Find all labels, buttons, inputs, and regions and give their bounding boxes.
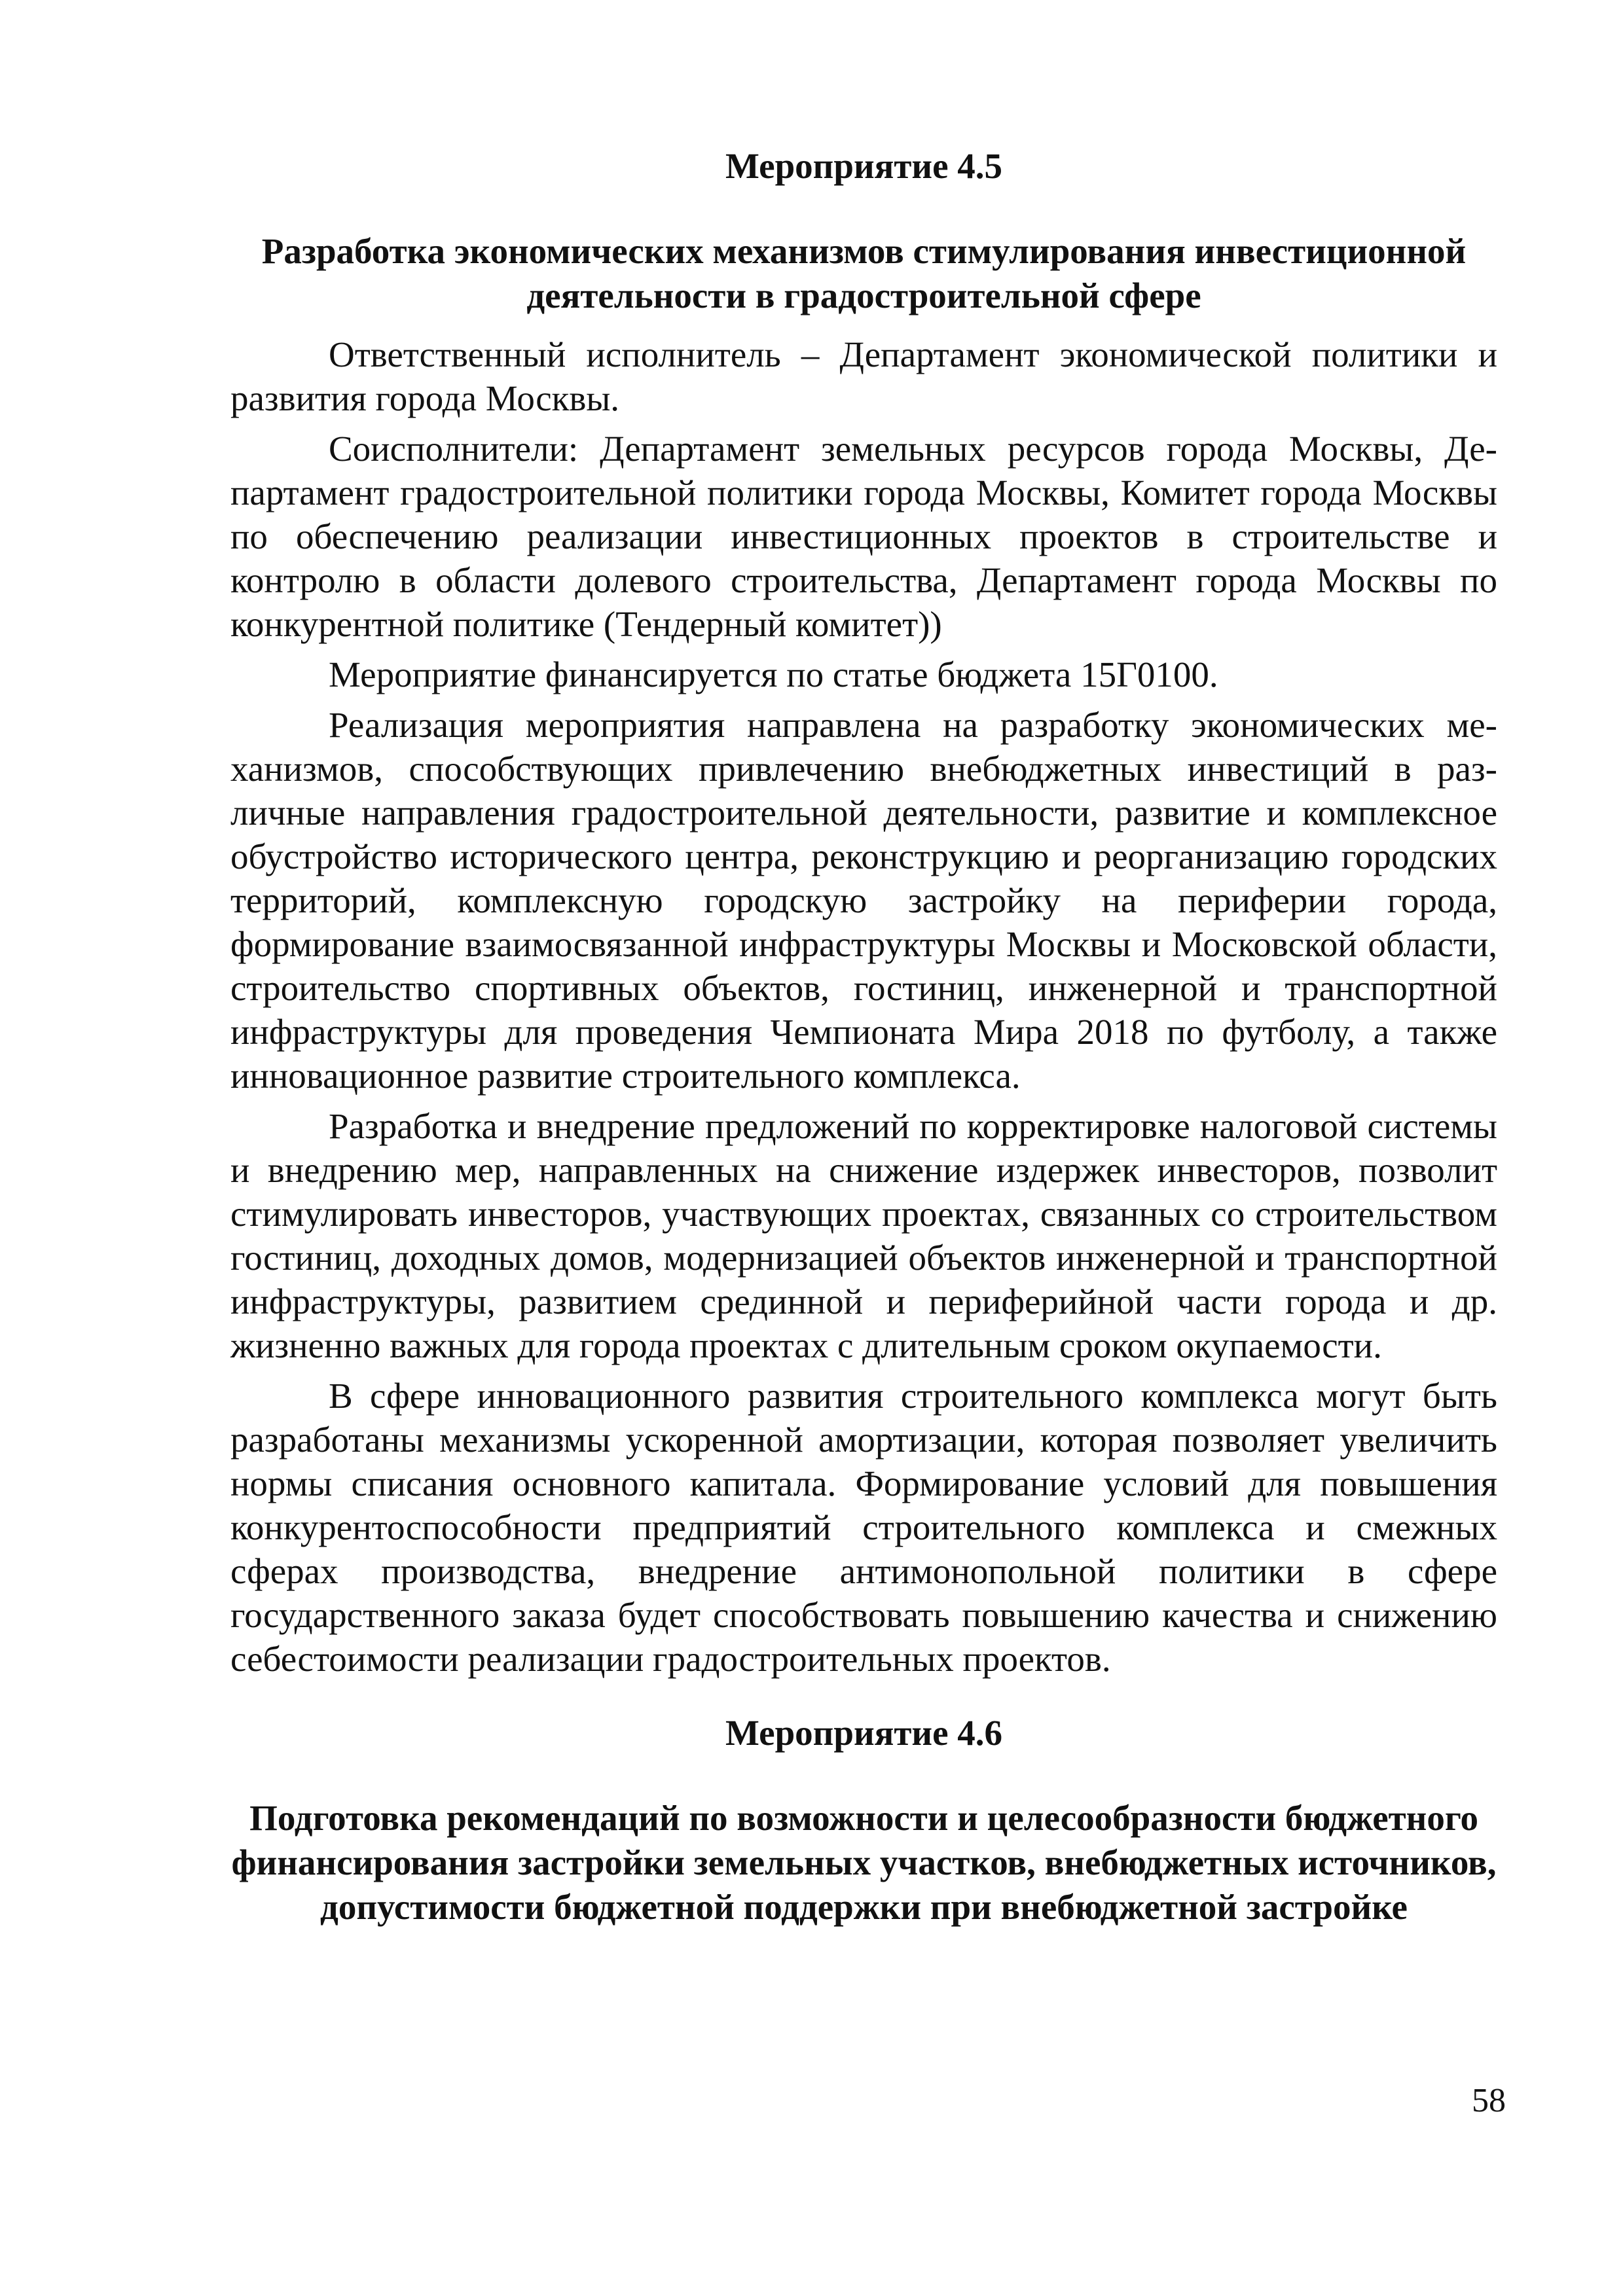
financing-paragraph: Мероприятие финансируется по статье бюджета 15Г0100. xyxy=(329,655,1218,694)
page-number: 58 xyxy=(1472,2082,1506,2119)
section-4-6-title: Подготовка рекомендаций по возможности и целесообразности бюджетного финансирования застройки земельных участков, внебюджетных источников, допустимости бюджетной поддержки при внебюджетной застройке xyxy=(231,1798,1497,1927)
responsible-executor-paragraph: Ответственный исполнитель – Департамент экономической политики и развития города Москвы. xyxy=(230,334,1497,418)
section-4-5-number: Мероприятие 4.5 xyxy=(725,146,1003,186)
section-4-5-title: Разработка экономических механизмов стимулирования инвестиционной деятельности в градостроительной сфере xyxy=(261,231,1467,315)
co-executors-paragraph: Соисполнители: Департамент земельных ресурсов города Москвы, Департамент градостроительной политики города Москвы, Комитет города Москвы по обеспечению реализации инвестиционных проектов в строительстве и контролю в области долевого строительства, Департамент города Москвы по конкурентной политике (Тендерный комитет)) xyxy=(230,429,1497,644)
implementation-paragraph: Реализация мероприятия направлена на разработку экономических механизмов, способствующих привлечению внебюджетных инвестиций в различные направления градостроительной деятельности, развитие и комплексное обустройство исторического центра, реконструкцию и реорганизацию городских территорий, комплексную городскую застройку на периферии города, формирование взаимосвязанной инфраструктуры Москвы и Московской области, строительство спортивных объектов, гостиниц, инженерной и транспортной инфраструктуры для проведения Чемпионата Мира 2018 по футболу, а также инновационное развитие строительного комплекса. xyxy=(230,705,1497,1096)
document-page xyxy=(230,144,1497,1929)
innovation-paragraph: В сфере инновационного развития строительного комплекса могут быть разработаны механизмы ускоренной амортизации, которая позволяет увеличить нормы списания основного капитала. Формирование условий для повышения конкурентоспособности предприятий строительного комплекса и смежных сферах производства, внедрение антимонопольной политики в сфере государственного заказа будет способствовать повышению качества и снижению себестоимости реализации градостроительных проектов. xyxy=(230,1376,1497,1679)
section-4-6-number: Мероприятие 4.6 xyxy=(725,1713,1003,1753)
tax-proposals-paragraph: Разработка и внедрение предложений по корректировке налоговой системы и внедрению мер, направленных на снижение издержек инвесторов, позволит стимулировать инвесторов, участвующих проектах, связанных со строительством гостиниц, доходных домов, модернизацией объектов инженерной и транспортной инфраструктуры, развитием срединной и периферийной части города и др. жизненно важных для города проектах с длительным сроком окупаемости. xyxy=(230,1106,1497,1365)
